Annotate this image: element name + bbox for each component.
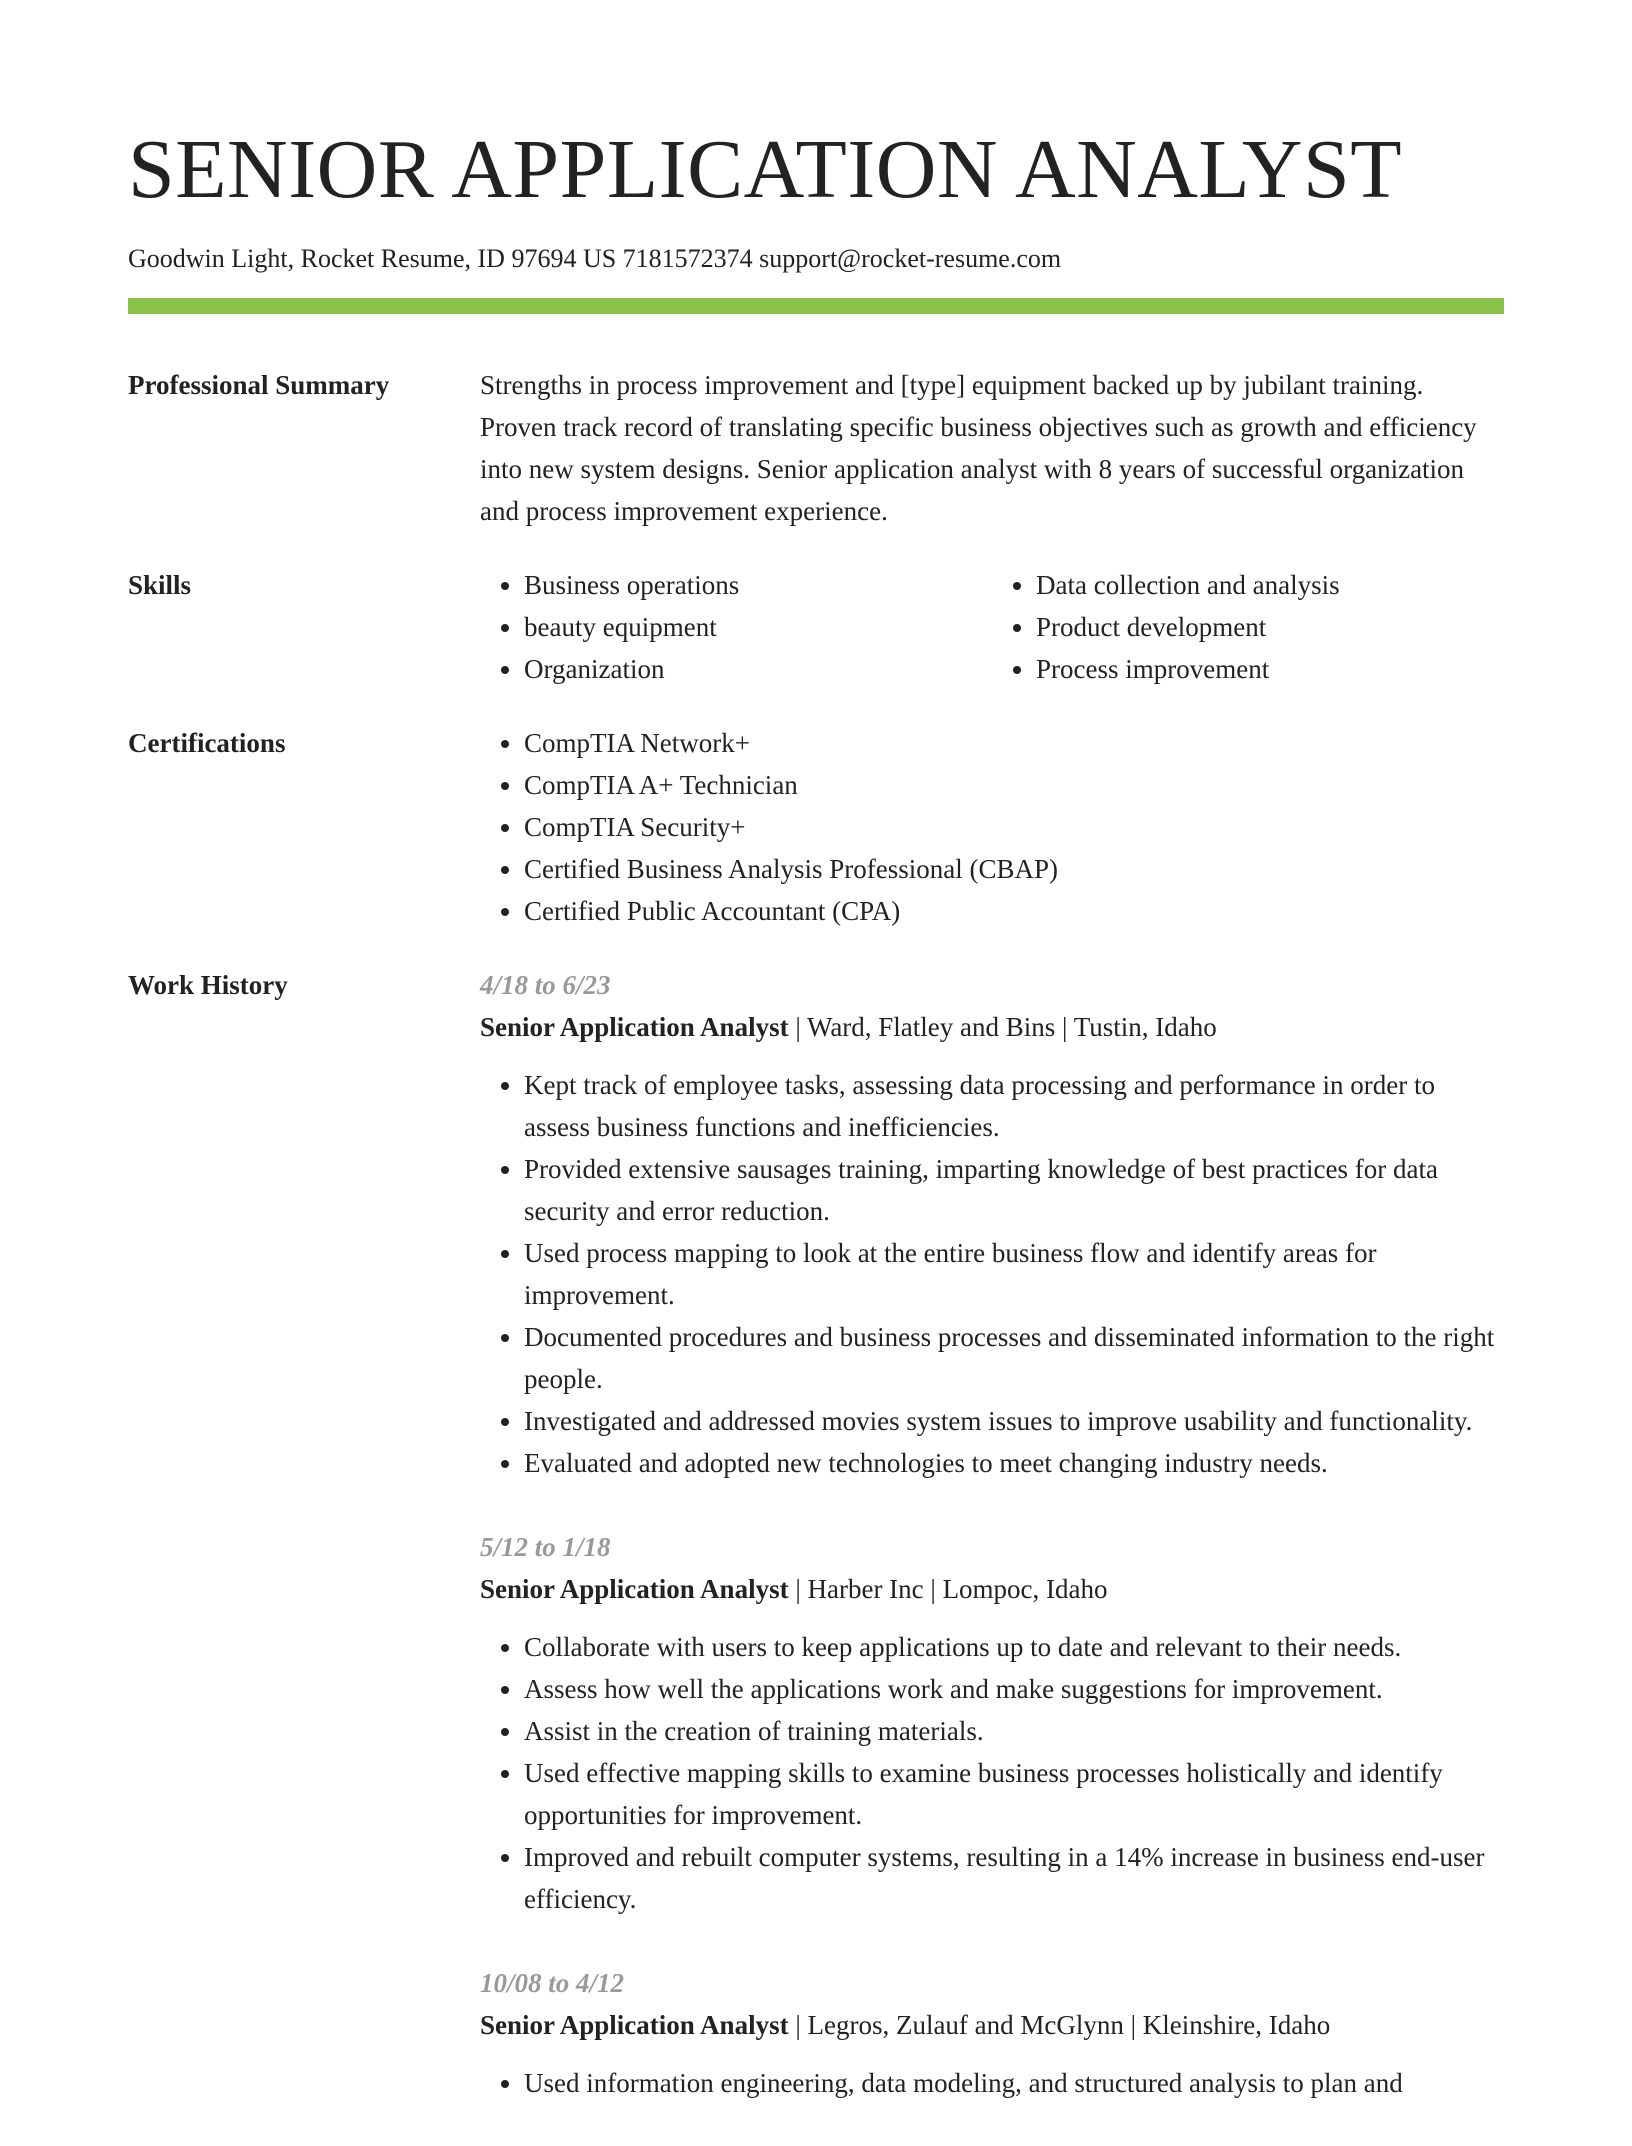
work-history-section [128, 964, 1504, 2146]
job-duties [480, 2062, 1504, 2104]
job-title: Senior Application Analyst [480, 1012, 789, 1042]
skill-item: • Business operations [524, 564, 992, 606]
resume-page [128, 0, 1504, 2146]
job-duty: • Provided extensive sausages training, imparting knowledge of best practices for data security and error reduction. [524, 1148, 1504, 1232]
job-entry [480, 1962, 1504, 2104]
job-duty: • Used information engineering, data modeling, and structured analysis to plan and [524, 2062, 1504, 2104]
resume-title: SENIOR APPLICATION ANALYST [128, 123, 1403, 216]
certification-item: • CompTIA Network+ [524, 722, 1504, 764]
job-entry [480, 964, 1504, 1484]
job-duty: • Assess how well the applications work and make suggestions for improvement. [524, 1668, 1504, 1710]
job-dates: 5/12 to 1/18 [480, 1532, 611, 1562]
job-employer-location: | Ward, Flatley and Bins | Tustin, Idaho [788, 1012, 1217, 1042]
section-label-certifications: Certifications [128, 728, 286, 758]
job-duty: • Investigated and addressed movies system issues to improve usability and functionality. [524, 1400, 1504, 1442]
section-label-skills: Skills [128, 570, 192, 600]
job-duty: • Evaluated and adopted new technologies to meet changing industry needs. [524, 1442, 1504, 1484]
certification-item: • Certified Public Accountant (CPA) [524, 890, 1504, 932]
job-duty: • Improved and rebuilt computer systems, resulting in a 14% increase in business end-user efficiency. [524, 1836, 1504, 1920]
certifications-section [128, 722, 1504, 932]
header-divider [128, 298, 1504, 314]
job-dates: 4/18 to 6/23 [480, 970, 611, 1000]
job-duty: • Used effective mapping skills to examine business processes holistically and identify opportunities for improvement. [524, 1752, 1504, 1836]
summary-text: Strengths in process improvement and [type] equipment backed up by jubilant training. Proven track record of translating specific business objectives such as growth and efficiency into new system designs. Senior application analyst with 8 years of successful organization and process improvement experience. [480, 370, 1477, 526]
job-employer-location: | Harber Inc | Lompoc, Idaho [788, 1574, 1108, 1604]
certification-item: • Certified Business Analysis Professional (CBAP) [524, 848, 1504, 890]
section-label-summary: Professional Summary [128, 370, 390, 400]
skills-section [128, 564, 1504, 690]
skills-list-left [480, 564, 992, 690]
summary-section [128, 364, 1504, 532]
certification-item: • CompTIA A+ Technician [524, 764, 1504, 806]
job-duties [480, 1626, 1504, 1920]
job-duties [480, 1064, 1504, 1484]
job-heading [480, 2004, 1504, 2046]
skill-item: • Data collection and analysis [1036, 564, 1504, 606]
section-label-work-history: Work History [128, 970, 288, 1000]
job-duty: • Used process mapping to look at the entire business flow and identify areas for improvement. [524, 1232, 1504, 1316]
certification-item: • CompTIA Security+ [524, 806, 1504, 848]
job-dates: 10/08 to 4/12 [480, 1968, 625, 1998]
job-title: Senior Application Analyst [480, 1574, 789, 1604]
skill-item: • Organization [524, 648, 992, 690]
job-duty: • Assist in the creation of training materials. [524, 1710, 1504, 1752]
certifications-list [480, 722, 1504, 932]
job-entry [480, 1526, 1504, 1920]
job-heading [480, 1006, 1504, 1048]
job-duty: • Documented procedures and business processes and disseminated information to the right people. [524, 1316, 1504, 1400]
job-duty: • Kept track of employee tasks, assessing data processing and performance in order to assess business functions and inefficiencies. [524, 1064, 1504, 1148]
skill-item: • Process improvement [1036, 648, 1504, 690]
skill-item: • Product development [1036, 606, 1504, 648]
job-employer-location: | Legros, Zulauf and McGlynn | Kleinshire, Idaho [788, 2010, 1331, 2040]
skills-list-right [992, 564, 1504, 690]
skill-item: • beauty equipment [524, 606, 992, 648]
job-duty: • Collaborate with users to keep applications up to date and relevant to their needs. [524, 1626, 1504, 1668]
job-title: Senior Application Analyst [480, 2010, 789, 2040]
job-heading [480, 1568, 1504, 1610]
contact-info: Goodwin Light, Rocket Resume, ID 97694 US 7181572374 support@rocket-resume.com [128, 244, 1062, 273]
